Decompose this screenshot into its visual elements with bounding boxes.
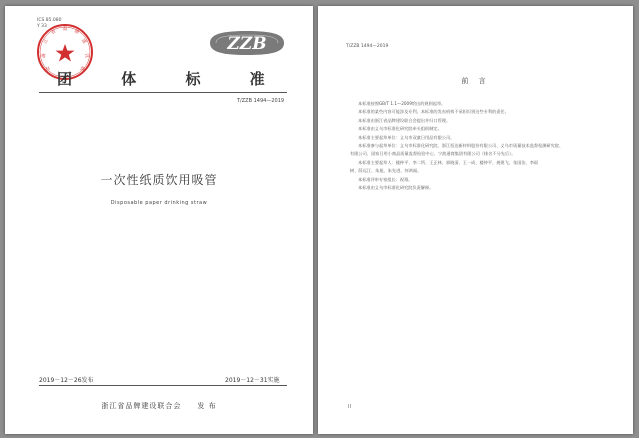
standard-number: T/ZZB 1494—2019 xyxy=(237,98,285,104)
foreword-title: 前 言 xyxy=(461,77,490,85)
document-title-cn: 一次性纸质饮用吸管 xyxy=(100,173,218,187)
zzb-logo xyxy=(208,30,286,56)
standard-number: T/ZZB 1494—2019 xyxy=(346,44,389,49)
svg-text:设: 设 xyxy=(82,52,89,59)
svg-text:联: 联 xyxy=(78,65,85,72)
svg-text:牌: 牌 xyxy=(73,29,80,36)
document-title-en: Disposable paper drinking straw xyxy=(110,200,208,206)
implement-date: 2019－12－31实施 xyxy=(225,377,280,384)
svg-text:浙: 浙 xyxy=(41,52,48,59)
foreword-body xyxy=(350,100,610,192)
foreword-line: 本标准参与起草单位：义乌市标准化研究院、浙江恒达新材料股份有限公司、义乌市质量技术监督检测研究院、 xyxy=(358,143,564,149)
foreword-line: 本标准由义乌市标准化研究院牵头组织制定。 xyxy=(358,126,442,132)
foreword-line: 本标准主要起草人：楼仲平、李二所、王正林、郭晓清、王一成、楼仲平、龚建飞、张国治、李雨 xyxy=(358,159,539,165)
foreword-line: 本标准的某些内容可能涉及专利，本标准的发布机构不承担识别这些专利的责任。 xyxy=(358,109,509,115)
svg-text:江: 江 xyxy=(43,38,50,46)
svg-text:会: 会 xyxy=(45,65,52,72)
svg-text:建: 建 xyxy=(80,38,87,46)
foreword-line: 本标准评审专家组长：祝翔。 xyxy=(358,176,413,182)
foreword-line: 本标准由浙江省品牌建设联合会提出并归口管理。 xyxy=(358,117,451,123)
category-code: Y 33 xyxy=(37,24,47,29)
top-divider xyxy=(39,92,287,93)
svg-text:品: 品 xyxy=(62,27,68,32)
foreword-line: 本标准由义乌市标准化研究院负责解释。 xyxy=(358,185,434,191)
issue-date: 2019－12－26发布 xyxy=(39,377,94,384)
foreword-line: 有限公司、国家日用小商品质量监督检验中心、宁波通商集团有限公司（排名不分先后）。 xyxy=(350,151,516,157)
foreword-page xyxy=(318,6,633,434)
bottom-divider xyxy=(39,385,287,386)
svg-text:ZZB: ZZB xyxy=(227,34,267,54)
ics-code: ICS 85.080 xyxy=(37,18,62,23)
publisher: 浙江省品牌建设联合会 发 布 xyxy=(101,402,217,410)
cover-page xyxy=(5,6,313,434)
foreword-line: 本标准主要起草单位：义乌市双童日用品有限公司。 xyxy=(358,134,455,140)
foreword-line: 树、薛远江、朱旭、朱先进、何鸿福。 xyxy=(350,168,422,174)
page-title: 团 体 标 准 xyxy=(57,70,287,88)
page-number: II xyxy=(348,404,351,410)
foreword-line: 本标准按照GB/T 1.1—2009给出的规则起草。 xyxy=(358,101,446,106)
svg-text:省: 省 xyxy=(50,29,57,36)
